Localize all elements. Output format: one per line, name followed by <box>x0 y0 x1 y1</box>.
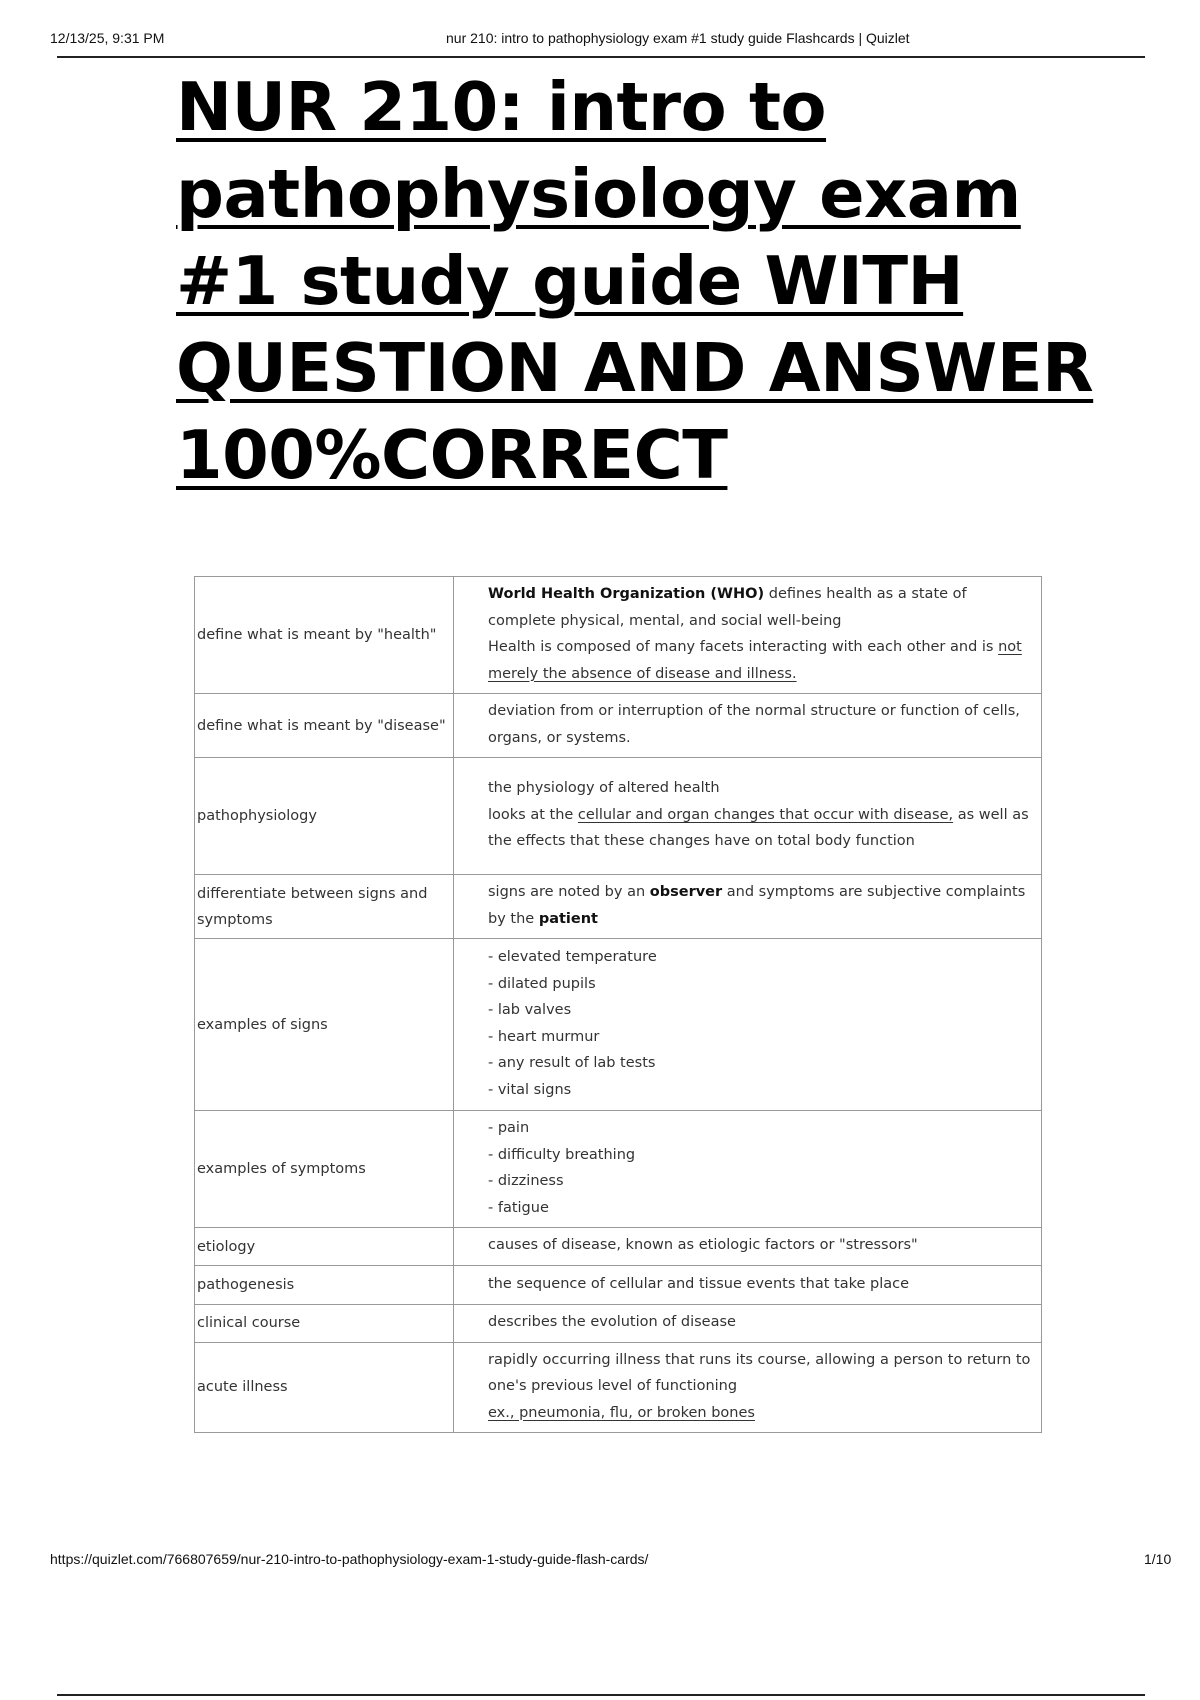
underlined-text: not merely the absence of disease and illness. <box>488 639 1022 682</box>
table-row <box>195 758 1042 875</box>
table-row <box>195 1342 1042 1433</box>
card-term: etiology <box>195 1228 454 1266</box>
definition-text: and symptoms are subjective complaints by the <box>488 884 1026 927</box>
card-term: differentiate between signs and symptoms <box>195 875 454 939</box>
bold-text: patient <box>538 910 598 927</box>
card-definition <box>454 758 1042 875</box>
card-term: define what is meant by "disease" <box>195 694 454 758</box>
card-term: acute illness <box>195 1342 454 1433</box>
card-definition <box>454 875 1042 939</box>
list-item: - dilated pupils <box>488 975 596 992</box>
print-page-title: nur 210: intro to pathophysiology exam #1 study guide Flashcards | Quizlet <box>446 30 910 46</box>
definition-text: as well as the effects that these changes have on total body function <box>488 806 1029 850</box>
list-item: - difficulty breathing <box>488 1146 636 1163</box>
card-definition: causes of disease, known as etiologic factors or "stressors" <box>454 1228 1042 1266</box>
header-divider <box>57 56 1145 58</box>
underlined-text: cellular and organ changes that occur with disease, <box>577 806 954 823</box>
list-item: - lab valves <box>488 1002 572 1018</box>
definition-text: rapidly occurring illness that runs its course, allowing a person to return to one's previous level of functioning <box>488 1351 1031 1394</box>
page-url: https://quizlet.com/766807659/nur-210-intro-to-pathophysiology-exam-1-study-guide-flash-cards/ <box>50 1551 649 1567</box>
card-term: clinical course <box>195 1305 454 1343</box>
list-item: - elevated temperature <box>488 949 657 965</box>
definition-text: Health is composed of many facets interacting with each other and is <box>488 639 999 655</box>
table-row <box>195 577 1042 694</box>
definition-text: defines health as a state of complete physical, mental, and social well-being <box>488 586 967 629</box>
card-definition: the sequence of cellular and tissue events that take place <box>454 1266 1042 1305</box>
footer-divider <box>57 1694 1145 1696</box>
table-row <box>195 1305 1042 1343</box>
list-item: - vital signs <box>488 1081 572 1098</box>
card-definition <box>454 1111 1042 1228</box>
table-row <box>195 939 1042 1111</box>
list-item: - fatigue <box>488 1199 549 1216</box>
underlined-text: ex., pneumonia, flu, or broken bones <box>488 1404 755 1421</box>
card-definition <box>454 1342 1042 1433</box>
card-term: pathogenesis <box>195 1266 454 1305</box>
definition-text: looks at the <box>488 806 578 823</box>
list-item: - any result of lab tests <box>488 1055 656 1071</box>
page-number: 1/10 <box>1144 1551 1172 1567</box>
print-datetime: 12/13/25, 9:31 PM <box>50 30 165 46</box>
card-definition: deviation from or interruption of the normal structure or function of cells, organs, or systems. <box>454 694 1042 758</box>
card-term: pathophysiology <box>195 758 454 875</box>
card-definition <box>454 939 1042 1111</box>
definition-text: the physiology of altered health <box>488 780 720 797</box>
bold-text: observer <box>649 884 723 900</box>
table-row <box>195 1266 1042 1305</box>
list-item: - pain <box>488 1120 530 1136</box>
card-term: examples of signs <box>195 939 454 1111</box>
table-row <box>195 1228 1042 1266</box>
card-definition <box>454 577 1042 694</box>
flashcard-table <box>194 576 1042 1433</box>
table-row <box>195 875 1042 939</box>
bold-text: World Health Organization (WHO) <box>488 586 765 602</box>
card-term: define what is meant by "health" <box>195 577 454 694</box>
table-row <box>195 1111 1042 1228</box>
card-term: examples of symptoms <box>195 1111 454 1228</box>
list-item: - dizziness <box>488 1173 564 1189</box>
list-item: - heart murmur <box>488 1028 600 1045</box>
document-title: NUR 210: intro to pathophysiology exam #1 study guide WITH QUESTION AND ANSWER 100%CORRECT <box>176 68 1094 494</box>
card-definition: describes the evolution of disease <box>454 1305 1042 1343</box>
definition-text: signs are noted by an <box>488 884 650 900</box>
table-row <box>195 694 1042 758</box>
